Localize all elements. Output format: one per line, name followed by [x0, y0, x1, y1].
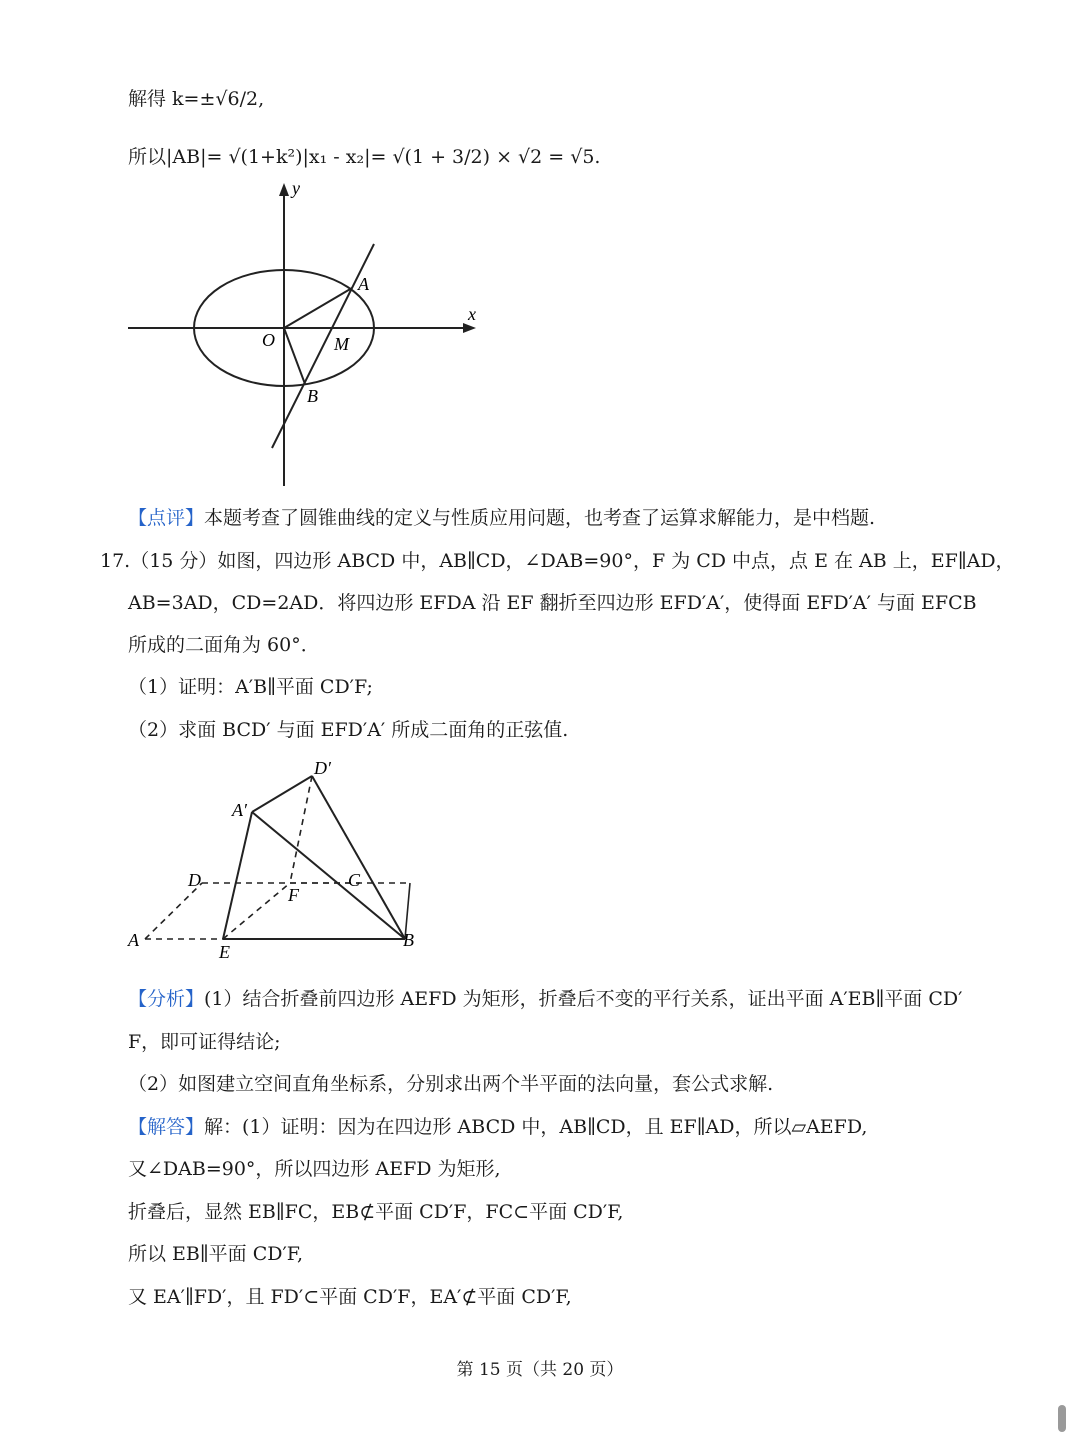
- ellipse-figure: [120, 178, 490, 490]
- scrollbar-thumb[interactable]: [1058, 1405, 1066, 1432]
- fold-figure: [120, 752, 430, 967]
- page-number: 第 15 页（共 20 页）: [456, 1360, 624, 1380]
- analysis-line2: F，即可证得结论;: [128, 1031, 281, 1053]
- label-m: M: [334, 334, 349, 354]
- answer-line2: 又∠DAB=90°，所以四边形 AEFD 为矩形,: [128, 1158, 501, 1180]
- problem17-part2: （2）求面 BCD′ 与面 EFD′A′ 所成二面角的正弦值.: [128, 719, 569, 741]
- edge-ap-b: [252, 812, 405, 939]
- label-a: A: [358, 274, 369, 294]
- edge-dp-c: [312, 776, 405, 939]
- label-b: B: [307, 386, 318, 406]
- answer-tag: 【解答】: [128, 1116, 205, 1138]
- x-axis-arrow: [463, 323, 476, 333]
- comment-text: 本题考查了圆锥曲线的定义与性质应用问题，也考查了运算求解能力，是中档题.: [204, 507, 876, 529]
- y-axis-arrow: [279, 183, 289, 196]
- comment-tag: 【点评】: [128, 507, 205, 529]
- label-d: D: [188, 870, 201, 890]
- edge-ad: [145, 883, 202, 939]
- answer-text1: 解：(1）证明：因为在四边形 ABCD 中，AB∥CD，且 EF∥AD，所以▱AEFD,: [204, 1116, 868, 1138]
- edge-ap-e: [223, 812, 252, 939]
- label-o: O: [262, 330, 275, 350]
- problem17-line1: 17.（15 分）如图，四边形 ABCD 中，AB∥CD，∠DAB=90°，F 为 CD 中点，点 E 在 AB 上，EF∥AD，: [100, 550, 1015, 572]
- label-y: y: [292, 178, 300, 198]
- solution-ab-length: 所以|AB|= √(1+k²)|x₁ - x₂|= √(1 + 3/2) × √2 = √5.: [128, 146, 601, 168]
- analysis-line3: （2）如图建立空间直角坐标系，分别求出两个半平面的法向量，套公式求解.: [128, 1073, 774, 1095]
- label-b2: B: [403, 930, 414, 950]
- answer-line3: 折叠后，显然 EB∥FC，EB⊄平面 CD′F，FC⊂平面 CD′F,: [128, 1201, 624, 1223]
- analysis-text1: (1）结合折叠前四边形 AEFD 为矩形，折叠后不变的平行关系，证出平面 A′EB∥平面 CD′: [204, 988, 963, 1010]
- answer-line1: [128, 1112, 867, 1139]
- edge-dp-f: [290, 776, 312, 883]
- answer-line5: 又 EA′∥FD′，且 FD′⊂平面 CD′F，EA′⊄平面 CD′F,: [128, 1286, 572, 1308]
- comment-line: [128, 503, 875, 530]
- analysis-tag: 【分析】: [128, 988, 205, 1010]
- label-dp: D′: [314, 758, 331, 778]
- problem17-line3: 所成的二面角为 60°．: [128, 634, 320, 656]
- edge-ap-dp: [252, 776, 312, 812]
- label-e: E: [219, 942, 230, 962]
- answer-line4: 所以 EB∥平面 CD′F,: [128, 1243, 304, 1265]
- label-a2: A: [128, 930, 139, 950]
- label-x: x: [468, 304, 476, 324]
- label-c: C: [348, 870, 361, 890]
- problem17-part1: （1）证明：A′B∥平面 CD′F;: [128, 676, 373, 698]
- problem17-line2: AB=3AD，CD=2AD．将四边形 EFDA 沿 EF 翻折至四边形 EFD′A′，使得面 EFD′A′ 与面 EFCB: [128, 592, 977, 614]
- label-f: F: [288, 885, 299, 905]
- label-ap: A′: [232, 800, 247, 820]
- analysis-line1: [128, 984, 962, 1011]
- solution-k-value: 解得 k=±√6/2,: [128, 88, 265, 110]
- segment-ob: [284, 328, 305, 384]
